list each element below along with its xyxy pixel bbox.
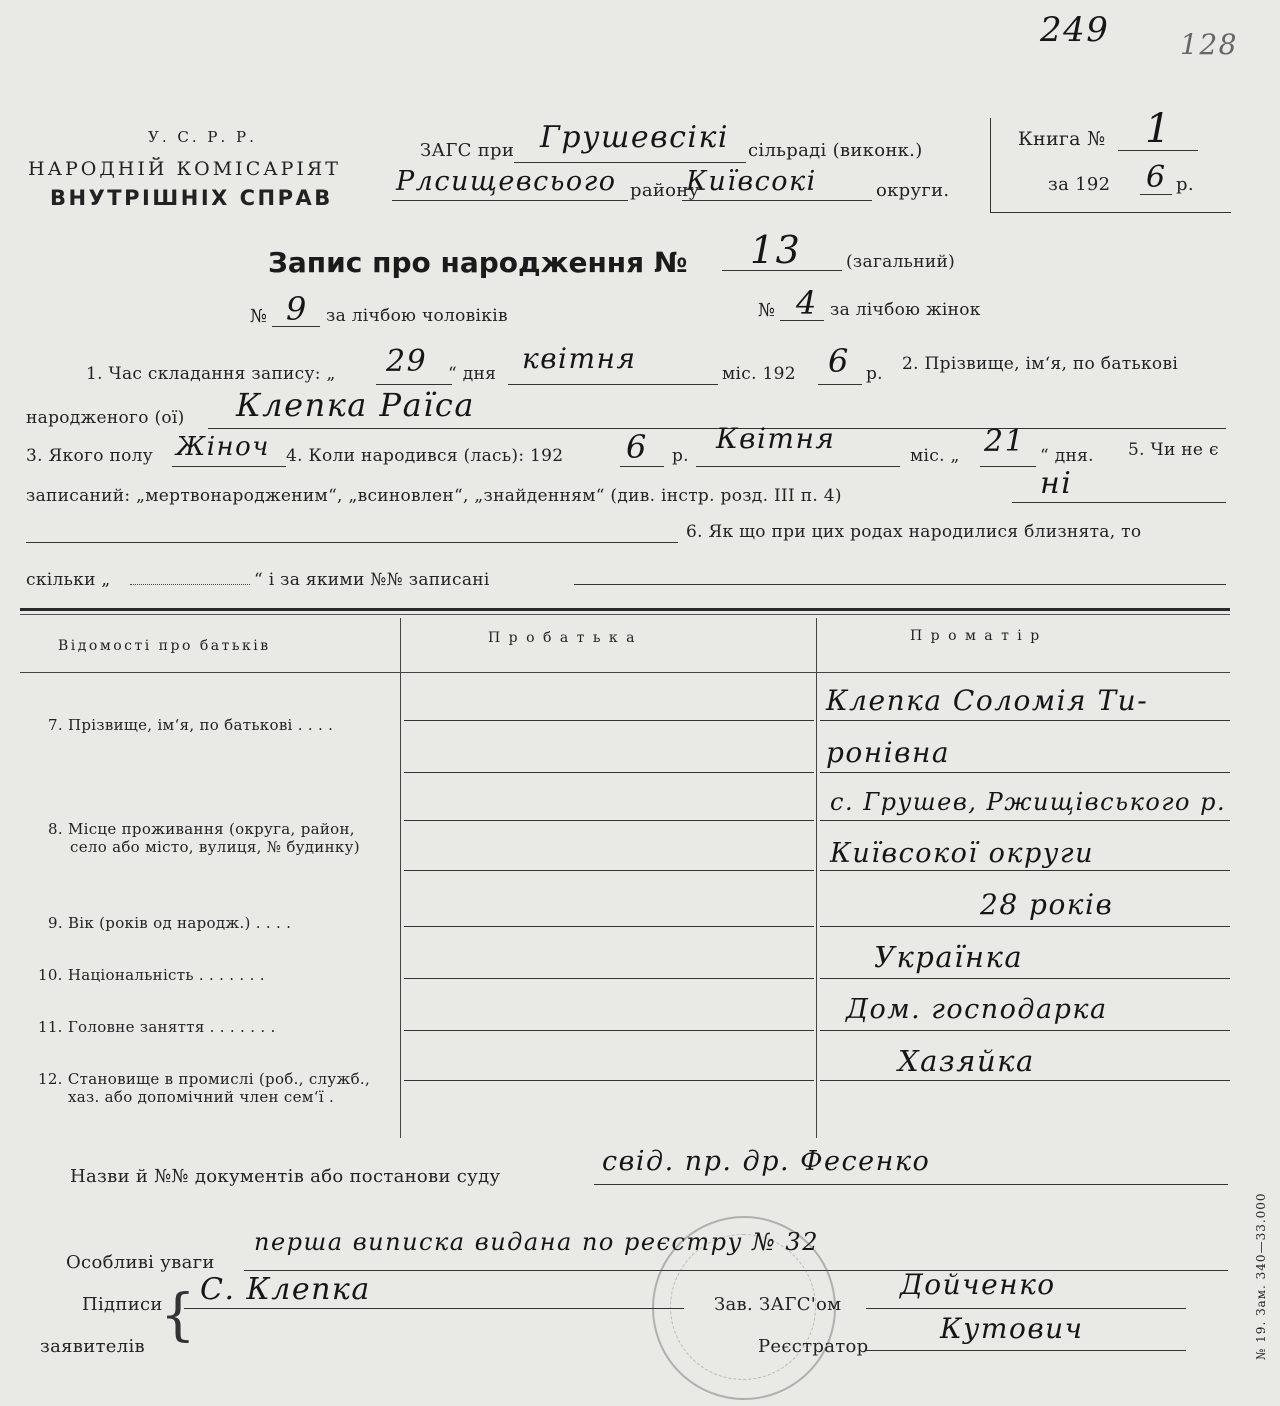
birth-day-end-label: “ дня. bbox=[1040, 446, 1094, 466]
commissariat-label: НАРОДНІЙ КОМІСАРІЯТ bbox=[28, 158, 341, 180]
signers-label-b: заявителів bbox=[40, 1336, 145, 1357]
mother-nationality-handwritten: Українка bbox=[874, 940, 1024, 974]
twins-count-label: скільки „ bbox=[26, 570, 111, 590]
book-label: Книга № bbox=[1018, 128, 1106, 150]
women-count-handwritten: 4 bbox=[796, 284, 818, 322]
stillborn-label: 5. Чи не є bbox=[1128, 440, 1219, 460]
birth-year-digit-handwritten: 6 bbox=[626, 428, 648, 466]
special-notes-label: Особливі уваги bbox=[66, 1252, 215, 1273]
birth-year-suffix: р. bbox=[672, 446, 689, 466]
zags-prefix: ЗАГС при bbox=[420, 140, 515, 161]
row-label-nationality: 10. Національність . . . . . . . bbox=[38, 966, 265, 984]
okruha-name-handwritten: Київсокі bbox=[686, 166, 817, 197]
row-label-status-b: хаз. або допомічний член сем‘ї . bbox=[68, 1088, 335, 1106]
table-header-info: Відомості про батьків bbox=[58, 638, 271, 654]
record-month-handwritten: квітня bbox=[522, 342, 637, 375]
signers-label-a: Підписи bbox=[82, 1294, 163, 1315]
print-info: № 19. Зам. 340—33.000 bbox=[1254, 1192, 1268, 1360]
table-header-father: П р о б а т ь к а bbox=[488, 630, 637, 646]
village-council-label: сільраді (виконк.) bbox=[748, 140, 923, 161]
signers-brace: { bbox=[160, 1283, 196, 1348]
book-year-digit-handwritten: 6 bbox=[1146, 160, 1167, 195]
birth-date-label: 4. Коли народився (лась): 192 bbox=[286, 446, 564, 466]
birth-day-handwritten: 21 bbox=[984, 424, 1026, 459]
ministry-label: ВНУТРІШНІХ СПРАВ bbox=[50, 186, 333, 210]
men-count-prefix: № bbox=[250, 306, 268, 327]
documents-handwritten: свід. пр. др. Фесенко bbox=[602, 1146, 931, 1177]
head-zags-signature: Дойченко bbox=[900, 1268, 1056, 1301]
row-label-residence-a: 8. Місце проживання (округа, район, bbox=[48, 820, 355, 838]
twins-numbers-label: “ і за якими №№ записані bbox=[254, 570, 490, 590]
district-name-handwritten: Рлсищевсього bbox=[396, 166, 617, 197]
row-label-name: 7. Прізвище, ім‘я, по батькові . . . . bbox=[48, 716, 334, 734]
stillborn-handwritten: ні bbox=[1040, 466, 1073, 501]
district-label: району bbox=[630, 180, 700, 201]
record-month-label: міс. 192 bbox=[722, 364, 796, 384]
women-count-label: за лічбою жінок bbox=[830, 300, 981, 320]
table-header-mother: П р о м а т і р bbox=[910, 628, 1042, 644]
row-label-occupation: 11. Головне заняття . . . . . . . bbox=[38, 1018, 276, 1036]
special-notes-handwritten: перша виписка видана по реєстру № 32 bbox=[254, 1228, 819, 1256]
birth-month-label: міс. „ bbox=[910, 446, 960, 466]
mother-status-handwritten: Хазяйка bbox=[898, 1044, 1035, 1078]
record-day-end-label: “ дня bbox=[448, 364, 497, 384]
book-year-prefix: за 192 bbox=[1048, 174, 1111, 195]
book-number-handwritten: 1 bbox=[1145, 106, 1172, 152]
birth-month-handwritten: Квітня bbox=[716, 422, 836, 455]
row-label-age: 9. Вік (років од народж.) . . . . bbox=[48, 914, 292, 932]
signer-signature: С. Клепка bbox=[200, 1272, 371, 1307]
record-year-digit-handwritten: 6 bbox=[828, 342, 850, 380]
general-label: (загальний) bbox=[846, 252, 956, 272]
okruha-label: округи. bbox=[876, 180, 950, 201]
twins-label: 6. Як що при цих родах народилися близнята, то bbox=[686, 522, 1142, 542]
row-label-residence-b: село або місто, вулиця, № будинку) bbox=[70, 838, 360, 856]
registrar-signature: Кутович bbox=[940, 1312, 1084, 1345]
row-label-status-a: 12. Становище в промислі (роб., служб., bbox=[38, 1070, 371, 1088]
archive-page-number-secondary: 128 bbox=[1180, 28, 1238, 61]
mother-name-handwritten-2: ронівна bbox=[826, 736, 951, 769]
mother-residence-handwritten-1: с. Грушев, Ржищівського р. bbox=[830, 788, 1227, 816]
head-zags-label: Зав. ЗАГС'ом bbox=[714, 1294, 842, 1315]
mother-occupation-handwritten: Дом. господарка bbox=[846, 994, 1108, 1025]
mother-name-handwritten-1: Клепка Соломія Ти- bbox=[826, 684, 1149, 717]
mother-residence-handwritten-2: Київсокої округи bbox=[830, 838, 1094, 869]
child-sex-label: 3. Якого полу bbox=[26, 446, 154, 466]
child-name-label: 2. Прізвище, ім‘я, по батькові bbox=[902, 354, 1179, 374]
registrar-label: Реєстратор bbox=[758, 1336, 869, 1357]
men-count-handwritten: 9 bbox=[286, 290, 308, 328]
mother-age-handwritten: 28 років bbox=[980, 888, 1114, 921]
child-name-label-cont: народженого (ої) bbox=[26, 408, 185, 428]
child-name-handwritten: Клепка Раїса bbox=[236, 386, 475, 424]
child-sex-handwritten: Жіноч bbox=[176, 432, 270, 462]
republic-label: У. С. Р. Р. bbox=[148, 128, 257, 146]
record-number-handwritten: 13 bbox=[750, 228, 802, 272]
archive-page-number: 249 bbox=[1040, 10, 1110, 50]
book-year-suffix: р. bbox=[1176, 174, 1194, 195]
men-count-label: за лічбою чоловіків bbox=[326, 306, 508, 326]
document-title: Запис про народження № bbox=[268, 246, 688, 279]
zags-village-handwritten: Грушевсікі bbox=[540, 120, 730, 155]
women-count-prefix: № bbox=[758, 300, 776, 321]
documents-label: Назви й №№ документів або постанови суду bbox=[70, 1166, 501, 1187]
table-top-border bbox=[20, 608, 1230, 611]
stillborn-label-cont: записаний: „мертвонародженим“, „всиновлен“, „знайденням“ (див. інстр. розд. III п. 4) bbox=[26, 486, 842, 506]
record-day-handwritten: 29 bbox=[386, 344, 428, 379]
record-year-suffix: р. bbox=[866, 364, 883, 384]
record-time-label: 1. Час складання запису: „ bbox=[86, 364, 336, 384]
